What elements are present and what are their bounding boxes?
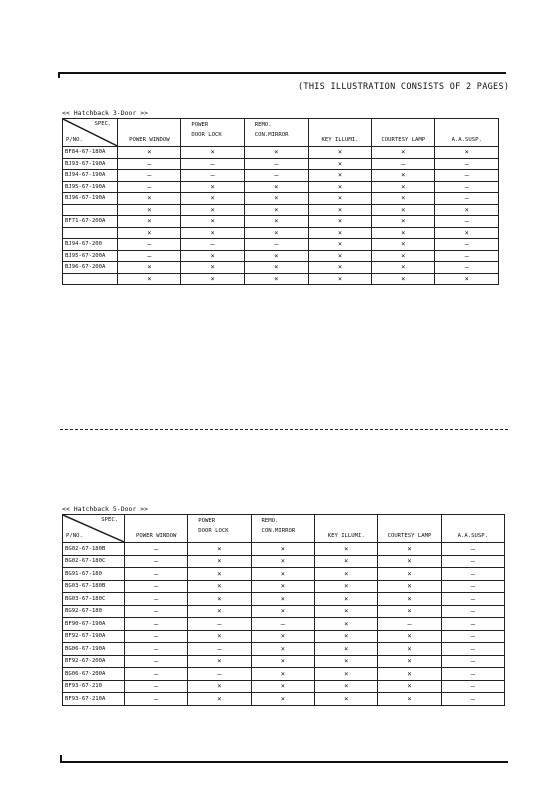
spec-value-cell: – [125,580,188,593]
table-row [63,170,499,182]
spec-value-cell: – [435,193,499,205]
spec-value-cell: – [125,655,188,668]
spec-value-cell: × [315,680,378,693]
column-header [244,119,308,147]
spec-value-cell: – [441,580,504,593]
spec-value-cell: × [372,193,435,205]
spec-value-cell: – [441,593,504,606]
spec-value-cell: × [188,543,251,556]
table-row [63,262,499,274]
column-header-label: POWER WINDOW [135,533,177,539]
spec-value-cell: – [441,643,504,656]
spec-value-cell: × [308,250,371,262]
spec-value-cell: × [188,655,251,668]
spec-value-cell: × [188,568,251,581]
spec-value-cell: – [435,158,499,170]
spec-value-cell: – [125,630,188,643]
spec-value-cell: × [308,262,371,274]
column-header-line: REMO. [261,518,279,524]
table-row [63,158,499,170]
table-row [63,593,505,606]
part-number-cell: BJ94-67-200 [63,239,118,251]
spec-value-cell: – [441,605,504,618]
column-header-label: COURTESY LAMP [387,533,432,539]
spec-value-cell: × [308,181,371,193]
spec-table-3door [62,118,499,285]
spec-value-cell: × [251,668,315,681]
part-number-cell [63,227,118,239]
spec-value-cell: × [244,227,308,239]
spec-value-cell: × [378,643,441,656]
spec-value-cell: × [435,147,499,159]
column-header-line: CON.MIRROR [254,131,289,138]
part-number-cell: BG02-67-180B [63,543,125,556]
spec-value-cell: × [378,568,441,581]
spec-value-cell: × [372,227,435,239]
spec-value-cell: × [251,680,315,693]
spec-value-cell: × [372,204,435,216]
spec-value-cell: – [125,693,188,706]
spec-value-cell: – [435,250,499,262]
spec-value-cell: – [125,568,188,581]
spec-value-cell: × [251,593,315,606]
spec-value-cell: × [378,555,441,568]
spec-value-cell: × [378,668,441,681]
table-row [63,693,505,706]
spec-value-cell: – [125,680,188,693]
column-header [125,515,188,543]
table-row [63,568,505,581]
part-number-cell: BG03-67-180C [63,593,125,606]
column-header-line: DOOR LOCK [191,131,222,138]
spec-value-cell: – [125,618,188,631]
spec-value-cell: × [435,204,499,216]
column-header [251,515,315,543]
table-row [63,655,505,668]
spec-value-cell: × [372,181,435,193]
spec-value-cell: × [181,250,244,262]
column-header-label: A.A.SUSP. [457,533,488,539]
spec-value-cell: – [435,262,499,274]
spec-value-cell: – [378,618,441,631]
column-header [435,119,499,147]
spec-value-cell: × [378,543,441,556]
bottom-rule-tick-left [60,755,62,762]
spec-value-cell: – [435,170,499,182]
spec-value-cell: × [244,216,308,228]
spec-value-cell: × [315,643,378,656]
spec-value-cell: × [251,630,315,643]
table-row [63,250,499,262]
spec-value-cell: – [125,643,188,656]
spec-value-cell: × [308,227,371,239]
part-number-cell: BF92-67-200A [63,655,125,668]
table-row [63,227,499,239]
spec-value-cell: – [188,668,251,681]
spec-value-cell: × [244,204,308,216]
spec-value-cell: × [315,618,378,631]
spec-value-cell: × [251,543,315,556]
table-row [63,618,505,631]
spec-value-cell: – [372,158,435,170]
spec-value-cell: × [244,273,308,285]
spec-value-cell: × [315,605,378,618]
table-row [63,181,499,193]
spec-value-cell: × [188,630,251,643]
part-number-cell: BF71-67-200A [63,216,118,228]
spec-value-cell: × [188,605,251,618]
spec-value-cell: – [441,693,504,706]
spec-pno-header [63,119,118,147]
spec-value-cell: × [181,273,244,285]
spec-value-cell: × [188,693,251,706]
spec-value-cell: × [372,239,435,251]
table-row [63,630,505,643]
spec-value-cell: – [441,630,504,643]
spec-value-cell: – [244,158,308,170]
spec-value-cell: – [244,239,308,251]
spec-value-cell: – [125,555,188,568]
table-row [63,273,499,285]
spec-value-cell: × [118,193,181,205]
spec-value-cell: – [441,618,504,631]
table-row [63,668,505,681]
spec-value-cell: × [372,170,435,182]
spec-value-cell: × [378,605,441,618]
spec-value-cell: – [441,680,504,693]
spec-value-cell: × [181,216,244,228]
spec-value-cell: – [125,668,188,681]
spec-value-cell: × [251,605,315,618]
part-number-cell: BG06-67-190A [63,643,125,656]
spec-value-cell: × [251,643,315,656]
spec-value-cell: × [118,262,181,274]
spec-value-cell: × [315,555,378,568]
table-row [63,643,505,656]
column-header-line: POWER [191,122,209,128]
bottom-rule [60,761,508,763]
spec-value-cell: × [188,580,251,593]
spec-value-cell: × [244,147,308,159]
spec-label: SPEC. [94,121,112,127]
spec-value-cell: × [244,250,308,262]
spec-value-cell: × [181,204,244,216]
table-header-row [63,119,499,147]
spec-value-cell: × [315,593,378,606]
spec-value-cell: × [181,262,244,274]
spec-value-cell: × [378,693,441,706]
part-number-cell: BF93-67-210A [63,693,125,706]
column-header-label: A.A.SUSP. [451,137,482,143]
spec-value-cell: × [308,204,371,216]
part-number-cell [63,273,118,285]
section-title-3door: << Hatchback 3-Door >> [62,109,149,117]
spec-value-cell: × [372,273,435,285]
column-header-label: KEY ILLUMI. [327,533,365,539]
part-number-cell: BJ94-67-190A [63,170,118,182]
column-header [188,515,251,543]
pno-label: P/NO. [66,533,83,539]
pages-notice: (THIS ILLUSTRATION CONSISTS OF 2 PAGES) [298,82,510,92]
part-number-cell: BJ95-67-190A [63,181,118,193]
table-row [63,239,499,251]
spec-value-cell: × [181,147,244,159]
spec-value-cell: × [251,580,315,593]
spec-value-cell: – [188,618,251,631]
top-rule-tick-left [58,72,60,78]
spec-value-cell: × [372,250,435,262]
spec-value-cell: – [441,555,504,568]
spec-value-cell: × [181,193,244,205]
spec-value-cell: × [378,680,441,693]
spec-value-cell: – [435,239,499,251]
column-header-label: POWER WINDOW [129,137,170,143]
table-row [63,580,505,593]
spec-value-cell: × [308,158,371,170]
part-number-cell: BJ96-67-200A [63,262,118,274]
spec-value-cell: – [244,170,308,182]
spec-value-cell: × [118,147,181,159]
spec-pno-header [63,515,125,543]
spec-value-cell: – [435,181,499,193]
spec-value-cell: × [188,680,251,693]
part-number-cell: BG03-67-180B [63,580,125,593]
spec-value-cell: × [315,568,378,581]
spec-value-cell: – [188,643,251,656]
spec-value-cell: × [118,216,181,228]
table-row [63,216,499,228]
spec-value-cell: × [315,655,378,668]
column-header [118,119,181,147]
table-row [63,204,499,216]
spec-value-cell: × [188,593,251,606]
spec-value-cell: – [251,618,315,631]
spec-value-cell: × [308,216,371,228]
spec-value-cell: × [308,170,371,182]
column-header [378,515,441,543]
spec-value-cell: × [435,273,499,285]
table-row [63,605,505,618]
spec-value-cell: × [315,580,378,593]
table-row [63,147,499,159]
spec-value-cell: – [118,181,181,193]
spec-value-cell: × [118,273,181,285]
spec-value-cell: – [118,170,181,182]
spec-value-cell: – [118,158,181,170]
spec-label: SPEC. [101,517,119,523]
part-number-cell: BG92-67-180 [63,605,125,618]
spec-value-cell: – [118,239,181,251]
part-number-cell: BF90-67-190A [63,618,125,631]
spec-value-cell: – [181,239,244,251]
column-header-line: POWER [198,518,216,524]
section-separator [60,429,508,430]
spec-value-cell: – [125,543,188,556]
spec-value-cell: – [441,655,504,668]
spec-table-5door [62,514,505,706]
table-row [63,555,505,568]
spec-value-cell: × [181,227,244,239]
spec-value-cell: – [181,158,244,170]
spec-value-cell: × [251,693,315,706]
top-rule [58,72,506,74]
spec-value-cell: × [244,262,308,274]
spec-value-cell: × [244,181,308,193]
column-header-label: COURTESY LAMP [381,137,426,143]
spec-value-cell: × [251,568,315,581]
spec-value-cell: – [441,568,504,581]
spec-value-cell: – [125,605,188,618]
spec-value-cell: × [372,216,435,228]
spec-value-cell: × [315,693,378,706]
part-number-cell: BG02-67-180C [63,555,125,568]
spec-value-cell: – [441,668,504,681]
spec-value-cell: × [118,204,181,216]
spec-value-cell: × [181,181,244,193]
spec-value-cell: × [188,555,251,568]
section-title-5door: << Hatchback 5-Door >> [62,505,149,513]
spec-value-cell: × [308,147,371,159]
part-number-cell: BF93-67-210 [63,680,125,693]
part-number-cell: BF84-67-180A [63,147,118,159]
table-row [63,680,505,693]
spec-value-cell: × [315,668,378,681]
spec-value-cell: × [308,239,371,251]
spec-value-cell: – [181,170,244,182]
table-row [63,543,505,556]
spec-value-cell: × [372,262,435,274]
spec-value-cell: – [441,543,504,556]
part-number-cell: BJ96-67-190A [63,193,118,205]
spec-value-cell: × [118,227,181,239]
column-header [181,119,244,147]
column-header [441,515,504,543]
pno-label: P/NO. [66,137,83,143]
spec-value-cell: – [435,216,499,228]
table-row [63,193,499,205]
spec-value-cell: × [372,147,435,159]
spec-value-cell: × [315,630,378,643]
spec-value-cell: × [251,555,315,568]
column-header-line: DOOR LOCK [198,527,229,534]
column-header-line: CON.MIRROR [261,527,296,534]
spec-value-cell: × [315,543,378,556]
column-header [372,119,435,147]
table-header-row [63,515,505,543]
column-header-label: KEY ILLUMI. [321,137,359,143]
part-number-cell: BF92-67-190A [63,630,125,643]
spec-value-cell: × [244,193,308,205]
spec-value-cell: × [251,655,315,668]
part-number-cell [63,204,118,216]
column-header [308,119,371,147]
column-header-line: REMO. [254,122,272,128]
spec-value-cell: × [378,655,441,668]
spec-value-cell: – [118,250,181,262]
spec-value-cell: × [308,273,371,285]
spec-value-cell: × [308,193,371,205]
spec-value-cell: × [435,227,499,239]
spec-value-cell: – [125,593,188,606]
spec-value-cell: × [378,593,441,606]
part-number-cell: BG91-67-180 [63,568,125,581]
spec-value-cell: × [378,580,441,593]
part-number-cell: BG06-67-200A [63,668,125,681]
part-number-cell: BJ95-67-200A [63,250,118,262]
column-header [315,515,378,543]
spec-value-cell: × [378,630,441,643]
part-number-cell: BJ93-67-190A [63,158,118,170]
